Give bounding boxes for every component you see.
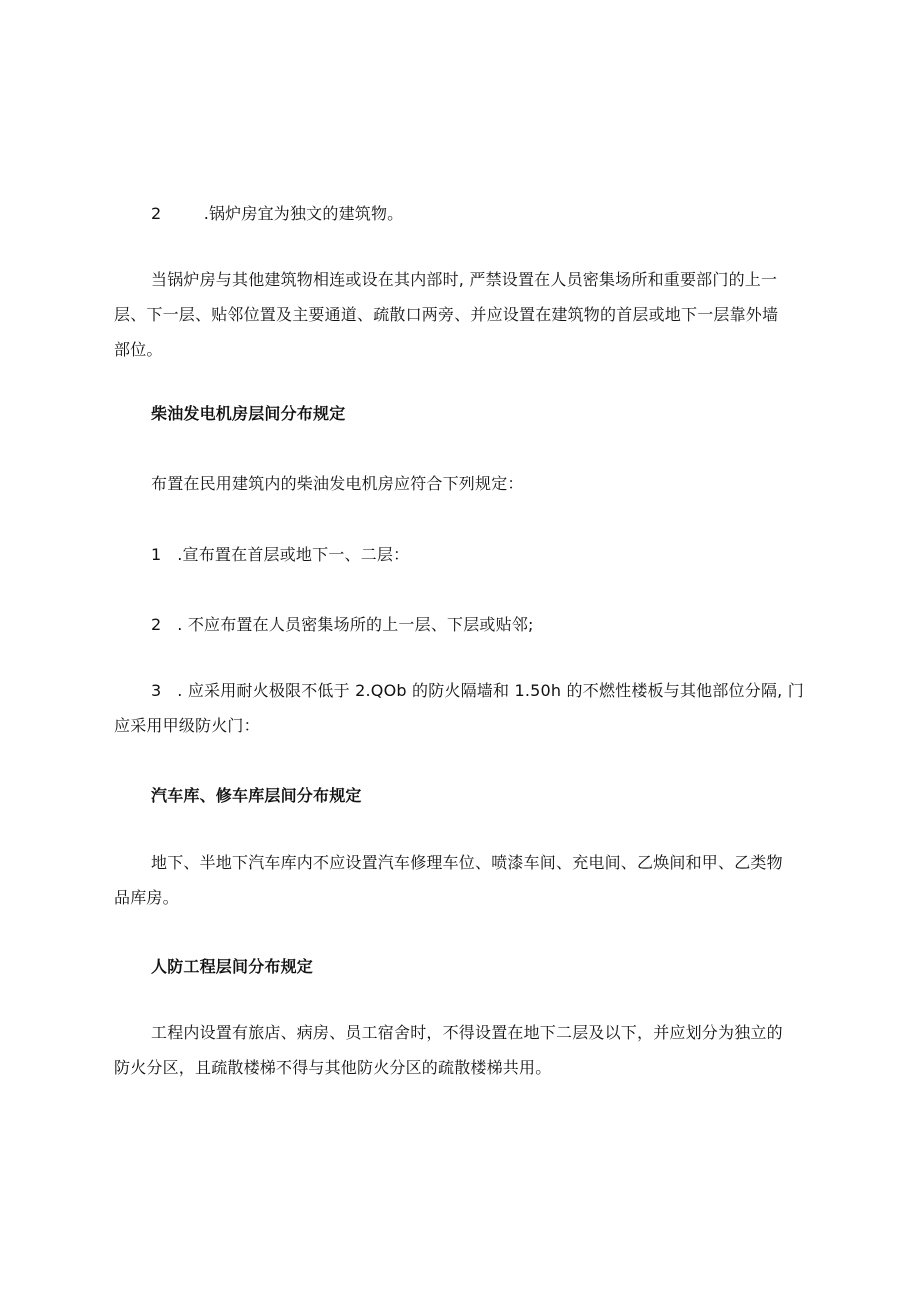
item-line: 应采用甲级防火门： (114, 716, 260, 735)
item-number: 2 (151, 615, 162, 634)
paragraph-line: 地下、半地下汽车库内不应设置汽车修理车位、喷漆车间、充电间、乙焕间和甲、乙类物 (151, 853, 783, 872)
item-diesel-floor (114, 537, 814, 572)
paragraph-line: 层、下一层、贴邻位置及主要通道、疏散口两旁、并应设置在建筑物的首层或地下一层靠外墙 (114, 305, 779, 324)
paragraph-civil-defense (114, 1015, 814, 1085)
item-number: 3 (151, 681, 162, 700)
item-gap (161, 204, 203, 223)
paragraph-diesel-intro (114, 466, 814, 501)
paragraph-line: 防火分区，且疏散楼梯不得与其他防火分区的疏散楼梯共用。 (114, 1058, 552, 1077)
item-gap (161, 615, 177, 634)
item-diesel-fire-separation (114, 673, 814, 743)
item-number: 1 (151, 545, 162, 564)
item-text: . 不应布置在人员密集场所的上一层、下层或贴邻; (177, 615, 534, 634)
item-text: .锅炉房宜为独文的建筑物。 (203, 204, 404, 223)
item-line (114, 673, 814, 708)
item-number: 2 (151, 204, 162, 223)
item-text: .宣布置在首层或地下一、二层： (177, 545, 410, 564)
item-boiler-standalone (114, 196, 814, 231)
paragraph-line: 品库房。 (114, 888, 179, 907)
item-text: . 应采用耐火极限不低于 2.QOb 的防火隔墙和 1.50h 的不燃性楼板与其他部位分隔, 门 (177, 681, 804, 700)
section-heading-civil-defense: 人防工程层间分布规定 (151, 957, 314, 976)
paragraph-line: 当锅炉房与其他建筑物相连或设在其内部时, 严禁设置在人员密集场所和重要部门的上一 (151, 270, 778, 289)
item-diesel-not-adjacent (114, 607, 814, 642)
section-heading-garage: 汽车库、修车库层间分布规定 (151, 786, 362, 805)
section-heading-diesel: 柴油发电机房层间分布规定 (151, 404, 346, 423)
paragraph-line: 部位。 (114, 340, 163, 359)
paragraph-line: 布置在民用建筑内的柴油发电机房应符合下列规定： (151, 474, 524, 493)
paragraph-boiler-placement (114, 262, 814, 367)
paragraph-line: 工程内设置有旅店、病房、员工宿舍时，不得设置在地下二层及以下，并应划分为独立的 (151, 1023, 783, 1042)
item-gap (161, 545, 177, 564)
item-gap (161, 681, 177, 700)
paragraph-garage (114, 845, 814, 915)
